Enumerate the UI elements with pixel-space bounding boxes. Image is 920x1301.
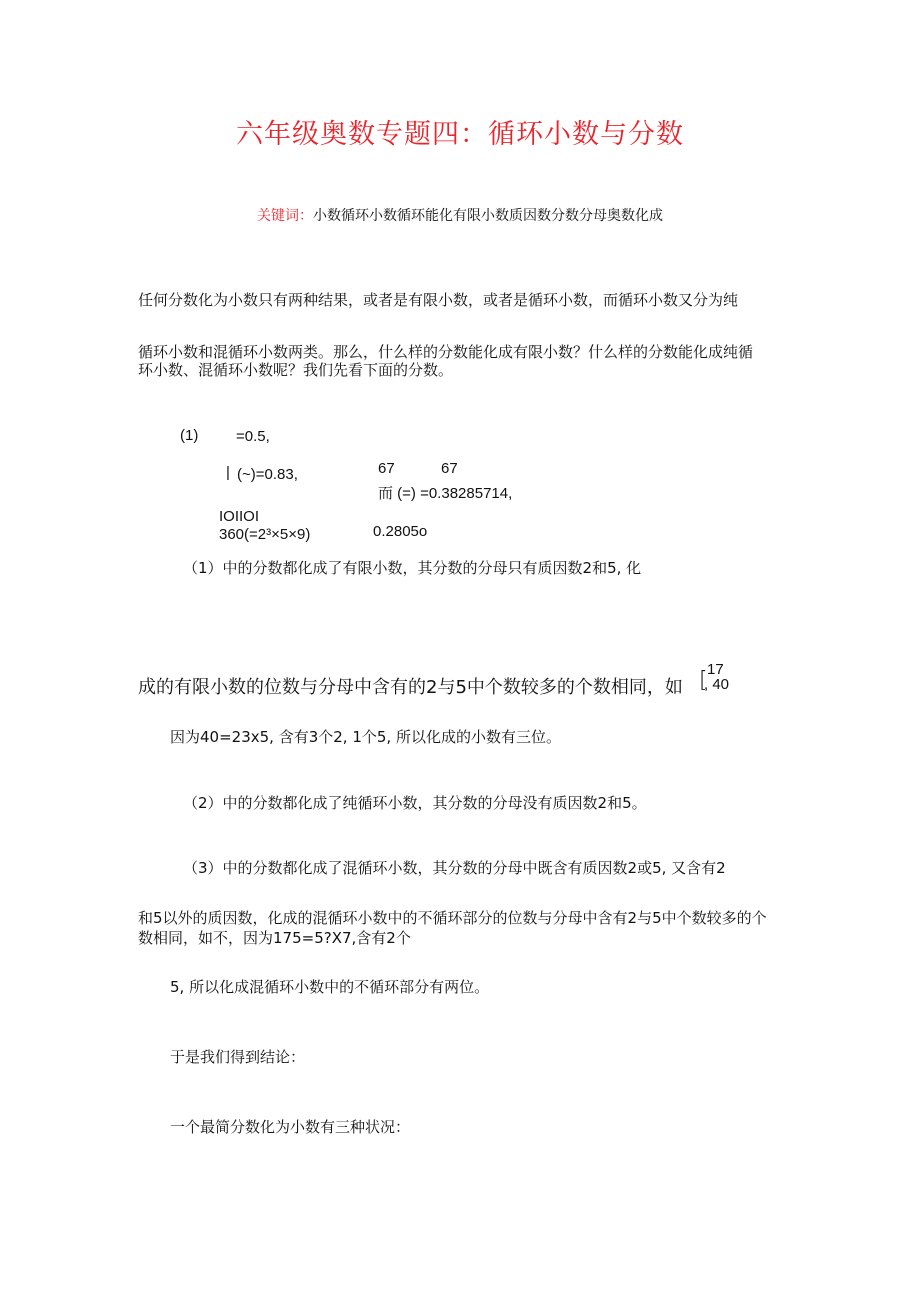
example-bar: | bbox=[226, 464, 230, 481]
keywords-text: 小数循环小数循环能化有限小数质因数分数分母奥数化成 bbox=[313, 208, 663, 224]
paragraph-7: 5, 所以化成混循环小数中的不循环部分有两位。 bbox=[170, 978, 490, 996]
intro-line-1: 任何分数化为小数只有两种结果，或者是有限小数，或者是循环小数，而循环小数又分为纯 bbox=[138, 291, 739, 309]
example-eq-4-bottom: 360(=2³×5×9) bbox=[219, 526, 311, 543]
paragraph-8: 于是我们得到结论： bbox=[170, 1048, 306, 1066]
paragraph-5: （3）中的分数都化成了混循环小数，其分数的分母中既含有质因数2或5, 又含有2 bbox=[183, 859, 726, 877]
example-eq-2: (~)=0.83, bbox=[237, 466, 298, 483]
fraction-bracket: [ bbox=[699, 668, 708, 693]
intro-line-3: 环小数、混循环小数呢？我们先看下面的分数。 bbox=[138, 361, 454, 379]
paragraph-6-line-1: 和5以外的质因数，化成的混循环小数中的不循环部分的位数与分母中含有2与5中个数较多的个 bbox=[138, 909, 767, 927]
example-numerator-b: 67 bbox=[441, 460, 458, 477]
paragraph-3: 因为40=23x5, 含有3个2, 1个5, 所以化成的小数有三位。 bbox=[170, 728, 561, 746]
example-eq-1: =0.5, bbox=[236, 428, 270, 445]
example-marker: (1) bbox=[180, 427, 199, 444]
example-eq-3: 而 (=) =0.38285714, bbox=[378, 485, 513, 502]
keywords-line bbox=[0, 205, 920, 225]
example-eq-4-top: IOIIOI bbox=[219, 508, 260, 525]
fraction-denominator: , 40 bbox=[704, 676, 730, 693]
fraction-numerator: 17 bbox=[707, 661, 724, 678]
paragraph-9: 一个最简分数化为小数有三种状况： bbox=[170, 1118, 411, 1136]
intro-line-2: 循环小数和混循环小数两类。那么，什么样的分数能化成有限小数？什么样的分数能化成纯循 bbox=[138, 343, 754, 361]
paragraph-2-text: 成的有限小数的位数与分母中含有的2与5中个数较多的个数相同，如 bbox=[138, 677, 683, 698]
keywords-label: 关键词： bbox=[257, 208, 313, 224]
paragraph-2 bbox=[138, 673, 683, 699]
paragraph-6-line-2: 数相同，如不，因为175=5?X7,含有2个 bbox=[138, 929, 411, 947]
paragraph-1: （1）中的分数都化成了有限小数，其分数的分母只有质因数2和5, 化 bbox=[183, 559, 642, 577]
paragraph-4: （2）中的分数都化成了纯循环小数，其分数的分母没有质因数2和5。 bbox=[183, 794, 647, 812]
example-numerator-a: 67 bbox=[378, 460, 395, 477]
example-eq-5: 0.2805o bbox=[373, 523, 428, 540]
page-title: 六年级奥数专题四：循环小数与分数 bbox=[236, 119, 684, 150]
